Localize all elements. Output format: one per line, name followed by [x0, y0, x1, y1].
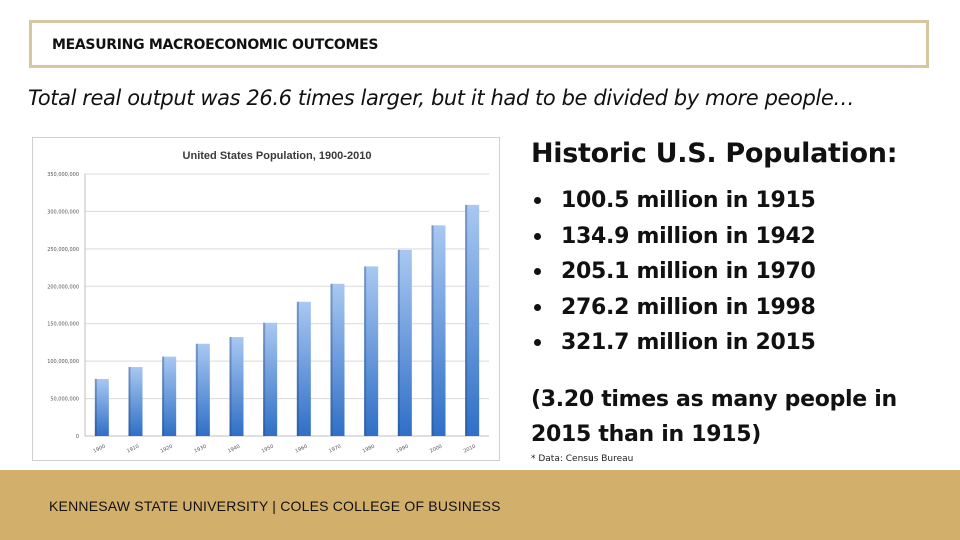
header-box: [29, 20, 929, 68]
x-tick-label: 1940: [227, 443, 242, 455]
bar-1940: [230, 337, 244, 436]
x-tick-label: 2000: [429, 443, 444, 455]
bar-1980: [364, 266, 378, 436]
y-tick-label: 200,000,000: [47, 284, 79, 291]
bullet-text: 321.7 million in 2015: [561, 330, 816, 356]
bar-1970: [331, 284, 345, 436]
y-tick-label: 0: [75, 434, 79, 440]
bullet-icon: [534, 233, 541, 240]
bar-2010: [465, 205, 479, 436]
bar-shadow-1900: [95, 379, 97, 436]
y-tick-label: 100,000,000: [47, 359, 79, 366]
population-bullet-list: [531, 183, 816, 361]
y-tick-label: 350,000,000: [47, 172, 79, 178]
footer-bar: [0, 470, 960, 540]
y-tick-label: 300,000,000: [47, 209, 79, 216]
bar-shadow-1910: [129, 367, 131, 436]
bar-shadow-1930: [196, 344, 198, 436]
bullet-icon: [534, 268, 541, 275]
bullet-icon: [534, 304, 541, 311]
bar-1990: [398, 250, 412, 436]
bullet-item: [531, 219, 816, 255]
bar-1900: [95, 379, 109, 436]
bar-shadow-1960: [297, 302, 299, 436]
x-tick-label: 1990: [395, 443, 410, 455]
bullet-item: [531, 183, 816, 219]
y-tick-label: 50,000,000: [50, 396, 79, 403]
x-tick-label: 1970: [328, 443, 343, 455]
bullet-icon: [534, 339, 541, 346]
bar-1920: [162, 357, 176, 436]
bar-2000: [432, 225, 446, 436]
bullet-item: [531, 290, 816, 326]
bullet-icon: [534, 197, 541, 204]
population-heading: Historic U.S. Population:: [531, 138, 898, 169]
bullet-text: 205.1 million in 1970: [561, 259, 816, 285]
bar-shadow-1980: [364, 266, 366, 436]
y-tick-label: 150,000,000: [47, 321, 79, 328]
bullet-text: 134.9 million in 1942: [561, 223, 816, 249]
bar-1910: [129, 367, 143, 436]
bar-shadow-1940: [230, 337, 232, 436]
bar-shadow-1950: [263, 323, 265, 436]
y-tick-label: 250,000,000: [47, 246, 79, 253]
source-note: * Data: Census Bureau: [531, 454, 634, 464]
bar-1930: [196, 344, 210, 436]
x-tick-label: 1900: [92, 443, 107, 455]
population-summary: (3.20 times as many people in 2015 than in 1915): [531, 387, 897, 447]
bar-shadow-1990: [398, 250, 400, 436]
bar-1950: [263, 323, 277, 436]
population-chart-svg: [33, 138, 499, 460]
footer-text: KENNESAW STATE UNIVERSITY | COLES COLLEGE OF BUSINESS: [49, 498, 501, 514]
population-chart: [32, 137, 500, 461]
x-tick-label: 1950: [260, 443, 275, 455]
x-tick-label: 1910: [126, 443, 141, 455]
bullet-item: [531, 254, 816, 290]
x-tick-label: 1980: [361, 443, 376, 455]
bar-shadow-2010: [465, 205, 467, 436]
x-tick-label: 1960: [294, 443, 309, 455]
x-tick-label: 1930: [193, 443, 208, 455]
bar-shadow-1920: [162, 357, 164, 436]
chart-title: United States Population, 1900-2010: [182, 150, 372, 162]
header-title: MEASURING MACROECONOMIC OUTCOMES: [52, 37, 379, 53]
slide-subtitle: Total real output was 26.6 times larger, but it had to be divided by more people…: [28, 86, 854, 110]
x-tick-label: 2010: [462, 443, 477, 455]
bar-shadow-2000: [432, 225, 434, 436]
bullet-text: 276.2 million in 1998: [561, 294, 816, 320]
bullet-item: [531, 325, 816, 361]
bullet-text: 100.5 million in 1915: [561, 188, 816, 214]
bar-shadow-1970: [331, 284, 333, 436]
x-tick-label: 1920: [159, 443, 174, 455]
bar-1960: [297, 302, 311, 436]
